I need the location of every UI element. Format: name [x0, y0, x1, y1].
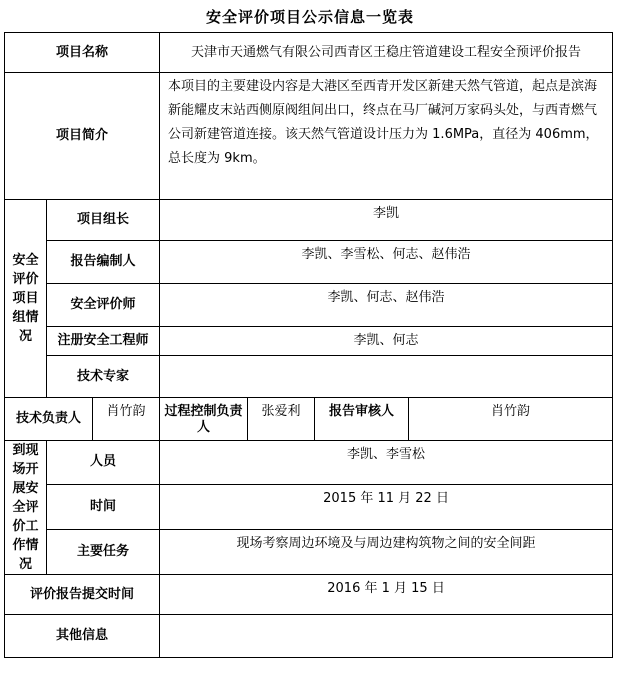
- project-name-label: 项目名称: [5, 33, 160, 73]
- row-team-expert: [5, 356, 613, 398]
- row-submit-time: [5, 575, 613, 615]
- info-table: [4, 32, 613, 658]
- row-team-compiler: [5, 241, 613, 284]
- team-group-label: 安全评价项目组情况: [5, 200, 47, 398]
- other-info-label: 其他信息: [5, 615, 160, 658]
- team-leader-label: 项目组长: [47, 200, 160, 241]
- team-engineer-label: 注册安全工程师: [47, 327, 160, 356]
- tech-responsible-value: 肖竹韵: [93, 398, 160, 441]
- row-responsible: [5, 398, 613, 441]
- project-summary-label: 项目简介: [5, 73, 160, 200]
- tech-responsible-label: 技术负责人: [5, 398, 93, 441]
- team-compiler-value: 李凯、李雪松、何志、赵伟浩: [160, 241, 613, 284]
- row-team-evaluator: [5, 284, 613, 327]
- row-other-info: [5, 615, 613, 658]
- site-task-value: 现场考察周边环境及与周边建构筑物之间的安全间距: [160, 530, 613, 575]
- team-engineer-value: 李凯、何志: [160, 327, 613, 356]
- row-project-name: [5, 33, 613, 73]
- project-summary-value: 本项目的主要建设内容是大港区至西青开发区新建天然气管道，起点是滨海新能耀皮末站西侧原阀组间出口，终点在马厂碱河万家码头处，与西青燃气公司新建管道连接。该天然气管道设计压力为 1.6MPa，直径为 406mm，总长度为 9km。: [160, 73, 613, 200]
- team-expert-label: 技术专家: [47, 356, 160, 398]
- report-reviewer-value: 肖竹韵: [409, 398, 613, 441]
- team-expert-value: [160, 356, 613, 398]
- site-time-value: 2015 年 11 月 22 日: [160, 484, 613, 530]
- project-name-value: 天津市天通燃气有限公司西青区王稳庄管道建设工程安全预评价报告: [160, 33, 613, 73]
- row-team-leader: [5, 200, 613, 241]
- site-work-group-label: 到现场开展安全评价工作情况: [5, 441, 47, 575]
- process-responsible-value: 张爱利: [248, 398, 315, 441]
- submit-time-label: 评价报告提交时间: [5, 575, 160, 615]
- site-task-label: 主要任务: [47, 530, 160, 575]
- row-project-summary: [5, 73, 613, 200]
- row-site-people: [5, 441, 613, 485]
- row-site-time: [5, 484, 613, 530]
- team-evaluator-label: 安全评价师: [47, 284, 160, 327]
- site-people-value: 李凯、李雪松: [160, 441, 613, 485]
- site-people-label: 人员: [47, 441, 160, 485]
- row-site-task: [5, 530, 613, 575]
- row-team-engineer: [5, 327, 613, 356]
- page-title: 安全评价项目公示信息一览表: [205, 8, 414, 26]
- team-evaluator-value: 李凯、何志、赵伟浩: [160, 284, 613, 327]
- team-leader-value: 李凯: [160, 200, 613, 241]
- site-time-label: 时间: [47, 484, 160, 530]
- process-responsible-label: 过程控制负责人: [160, 398, 248, 441]
- report-reviewer-label: 报告审核人: [315, 398, 409, 441]
- team-compiler-label: 报告编制人: [47, 241, 160, 284]
- other-info-value: [160, 615, 613, 658]
- submit-time-value: 2016 年 1 月 15 日: [160, 575, 613, 615]
